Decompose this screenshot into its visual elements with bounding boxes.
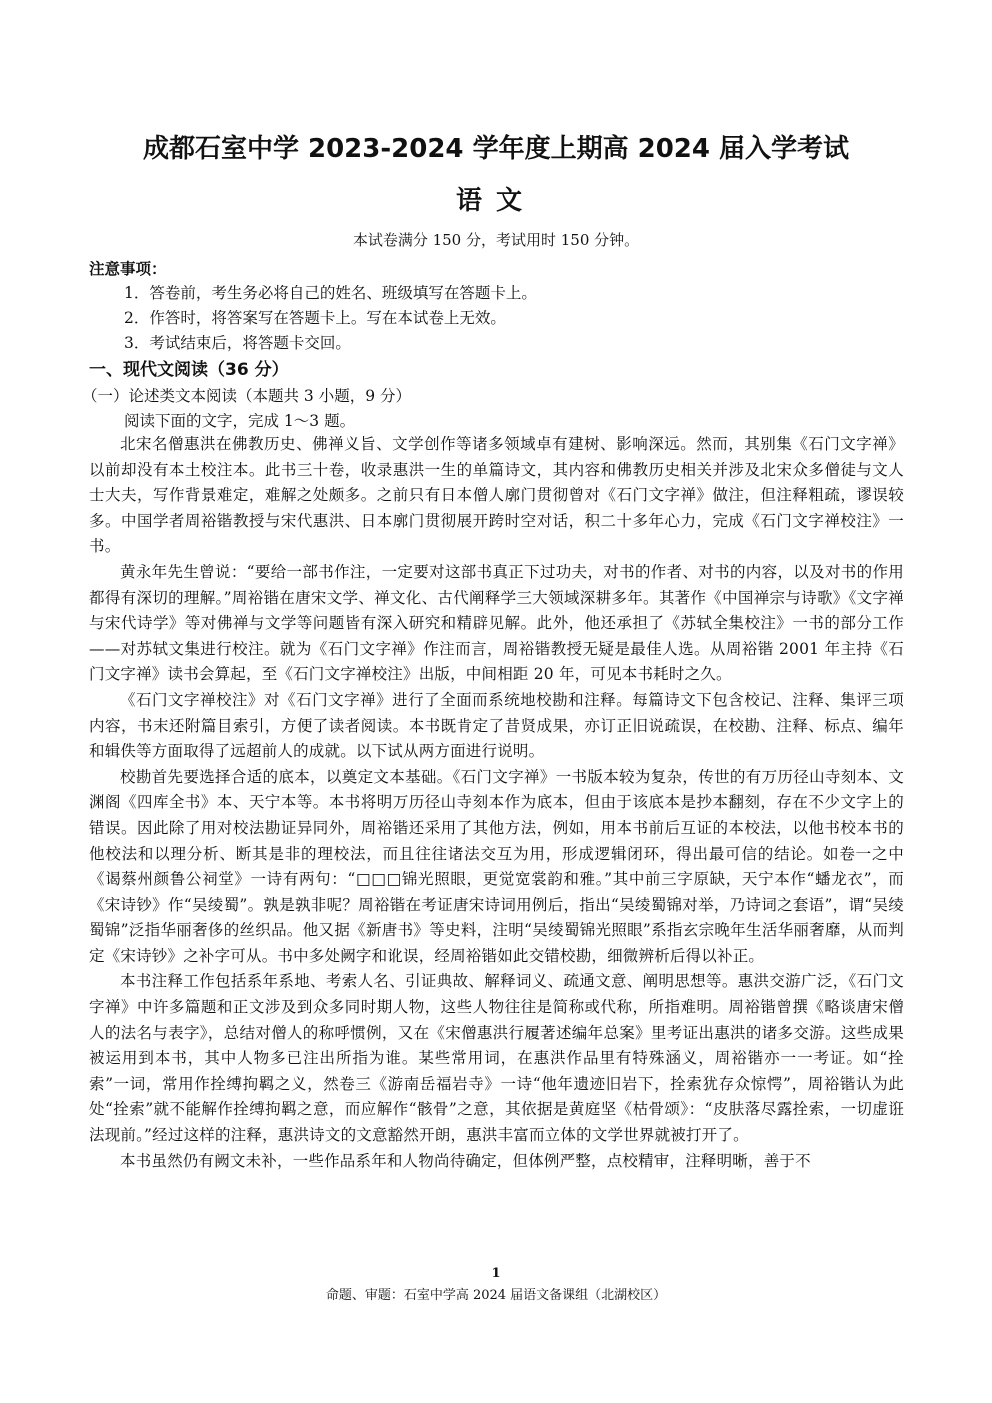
- passage-paragraph: 校勘首先要选择合适的底本，以奠定文本基础。《石门文字禅》一书版本较为复杂，传世的有万历径山寺刻本、文渊阁《四库全书》本、天宁本等。本书将明万历径山寺刻本作为底本，但由于该底本是抄本翻刻，存在不少文字上的错误。因此除了用对校法勘证异同外，周裕锴还采用了其他方法，例如，用本书前后互证的本校法，以他书校本书的他校法和以理分析、断其是非的理校法，而且往往诸法交互为用，形成逻辑闭环，得出最可信的结论。如卷一之中《谒蔡州颜鲁公祠堂》一诗有两句：“□□□锦光照眼，更觉宽裳韵和雅。”其中前三字原缺，天宁本作“蟠龙衣”，而《宋诗钞》作“吴绫蜀”。孰是孰非呢？周裕锴在考证唐宋诗词用例后，指出“吴绫蜀锦对举，乃诗词之套语”，谓“吴绫蜀锦”泛指华丽奢侈的丝织品。他又据《新唐书》等史料，注明“吴绫蜀锦光照眼”系指玄宗晚年生活华丽奢靡，从而判定《宋诗钞》之补字可从。书中多处阙字和讹误，经周裕锴如此交错校勘，细微辨析后得以补正。: [89, 767, 904, 965]
- reading-passage: [89, 432, 904, 1174]
- notice-item-3: 3．考试结束后，将答题卡交回。: [124, 334, 351, 352]
- subsection-heading: （一）论述类文本阅读（本题共 3 小题，9 分）: [82, 387, 412, 405]
- notice-heading: 注意事项：: [89, 260, 167, 278]
- exam-title: 成都石室中学 2023-2024 学年度上期高 2024 届入学考试: [142, 134, 850, 164]
- notice-item-1: 1．答卷前，考生务必将自己的姓名、班级填写在答题卡上。: [124, 284, 537, 302]
- score-info: 本试卷满分 150 分，考试用时 150 分钟。: [352, 231, 640, 249]
- footer-note: 命题、审题：石室中学高 2024 届语文备课组（北湖校区）: [325, 1288, 667, 1303]
- page-number: 1: [491, 1266, 501, 1281]
- passage-paragraph: 北宋名僧惠洪在佛教历史、佛禅义旨、文学创作等诸多领域卓有建树、影响深远。然而，其别集《石门文字禅》以前却没有本土校注本。此书三十卷，收录惠洪一生的单篇诗文，其内容和佛教历史相关并涉及北宋众多僧徒与文人士大夫，写作背景难定，难解之处颇多。之前只有日本僧人廓门贯彻曾对《石门文字禅》做注，但注释粗疏，谬误较多。中国学者周裕锴教授与宋代惠洪、日本廓门贯彻展开跨时空对话，积二十多年心力，完成《石门文字禅校注》一书。: [89, 435, 904, 556]
- passage-paragraph: 本书注释工作包括系年系地、考索人名、引证典故、解释词义、疏通文意、阐明思想等。惠洪交游广泛，《石门文字禅》中许多篇题和正文涉及到众多同时期人物，这些人物往往是简称或代称，所指难明。周裕锴曾撰《略谈唐宋僧人的法名与表字》，总结对僧人的称呼惯例，又在《宋僧惠洪行履著述编年总案》里考证出惠洪的诸多交游。这些成果被运用到本书，其中人物多已注出所指为谁。某些常用词，在惠洪作品里有特殊涵义，周裕锴亦一一考证。如“拴索”一词，常用作拴缚拘羁之义，然卷三《游南岳福岩寺》一诗“他年遗迹旧岩下，拴索犹存众惊愕”，周裕锴认为此处“拴索”就不能解作拴缚拘羁之意，而应解作“骸骨”之意，其依据是黄庭坚《枯骨颂》：“皮肤落尽露拴索，一切虚诳法现前。”经过这样的注释，惠洪诗文的文意豁然开朗，惠洪丰富而立体的文学世界就被打开了。: [89, 972, 904, 1145]
- passage-paragraph: 黄永年先生曾说：“要给一部书作注，一定要对这部书真正下过功夫，对书的作者、对书的内容，以及对书的作用都得有深切的理解。”周裕锴在唐宋文学、禅文化、古代阐释学三大领域深耕多年。其著作《中国禅宗与诗歌》《文字禅与宋代诗学》等对佛禅与文学等问题皆有深入研究和精辟见解。此外，他还承担了《苏轼全集校注》一书的部分工作——对苏轼文集进行校注。就为《石门文字禅》作注而言，周裕锴教授无疑是最佳人选。从周裕锴 2001 年主持《石门文字禅》读书会算起，至《石门文字禅校注》出版，中间相距 20 年，可见本书耗时之久。: [89, 562, 904, 684]
- subject-title: 语文: [455, 186, 536, 216]
- notice-item-2: 2．作答时，将答案写在答题卡上。写在本试卷上无效。: [124, 309, 506, 327]
- passage-paragraph: 本书虽然仍有阙文未补，一些作品系年和人物尚待确定，但体例严整，点校精审，注释明晰，善于不: [120, 1151, 811, 1170]
- section-heading: 一、现代文阅读（36 分）: [89, 360, 289, 380]
- passage-paragraph: 《石门文字禅校注》对《石门文字禅》进行了全面而系统地校勘和注释。每篇诗文下包含校记、注释、集评三项内容，书末还附篇目索引，方便了读者阅读。本书既肯定了昔贤成果，亦订正旧说疏误，在校勘、注释、标点、编年和辑佚等方面取得了远超前人的成就。以下试从两方面进行说明。: [89, 690, 904, 761]
- reading-instruction: 阅读下面的文字，完成 1～3 题。: [124, 412, 356, 430]
